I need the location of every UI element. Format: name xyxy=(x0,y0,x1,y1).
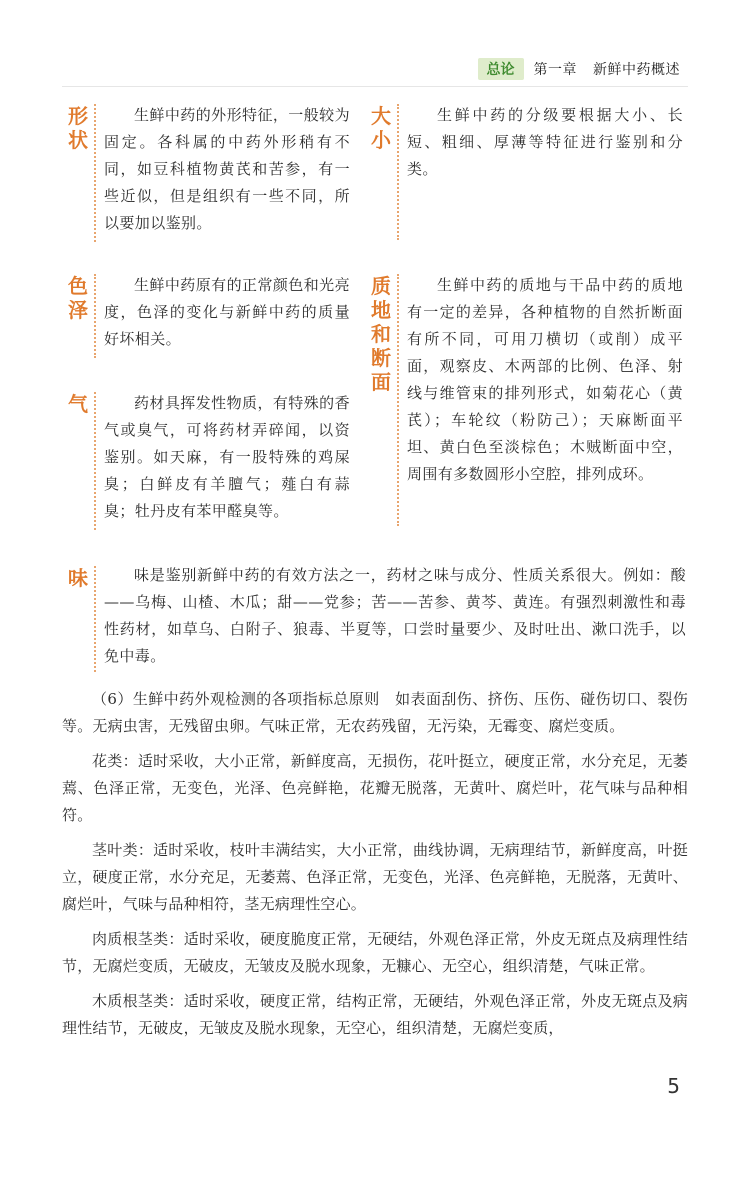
paragraph-woody-roots: 木质根茎类：适时采收，硬度正常，结构正常，无硬结，外观色泽正常，外皮无斑点及病理性结节，无破皮，无皱皮及脱水现象，无空心，组织清楚，无腐烂变质， xyxy=(62,992,688,1037)
label-color: 色泽 xyxy=(68,274,88,322)
running-header xyxy=(478,58,681,80)
divider-color xyxy=(94,274,96,358)
box-taste xyxy=(104,562,686,670)
header-chapter: 第一章 xyxy=(533,62,577,78)
box-color xyxy=(104,272,350,353)
box-texture-text: 生鲜中药的质地与干品中药的质地有一定的差异，各种植物的自然折断面有所不同，可用刀横切（或削）成平面，观察皮、木两部的比例、色泽、射线与维管束的排列形式，如菊花心（黄芪）；车轮纹（粉防己）；天麻断面平坦、黄白色至淡棕色；木贼断面中空，周围有多数圆形小空腔，排列成环。 xyxy=(407,276,683,483)
label-shape: 形状 xyxy=(68,104,88,152)
box-taste-text: 味是鉴别新鲜中药的有效方法之一，药材之味与成分、性质关系很大。例如：酸——乌梅、山楂、木瓜；甜——党参；苦——苦参、黄芩、黄连。有强烈刺激性和毒性药材，如草乌、白附子、狼毒、半夏等，口尝时量要少、及时吐出、漱口洗手，以免中毒。 xyxy=(104,566,686,665)
divider-taste xyxy=(94,566,96,672)
page-number: 5 xyxy=(667,1074,680,1098)
paragraph-stems-leaves: 茎叶类：适时采收，枝叶丰满结实，大小正常，曲线协调，无病理结节，新鲜度高，叶挺立，硬度正常，水分充足，无萎蔫、色泽正常，无变色，光泽、色亮鲜艳，无脱落，无黄叶、腐烂叶，气味与品种相符，茎无病理性空心。 xyxy=(62,841,688,913)
label-size: 大小 xyxy=(371,104,391,152)
divider-odor xyxy=(94,392,96,530)
box-odor-text: 药材具挥发性物质，有特殊的香气或臭气，可将药材弄碎闻，以资鉴别。如天麻，有一股特殊的鸡屎臭；白鲜皮有羊膻气；薤白有蒜臭；牡丹皮有苯甲醛臭等。 xyxy=(104,394,350,520)
box-size-text: 生鲜中药的分级要根据大小、长短、粗细、厚薄等特征进行鉴别和分类。 xyxy=(407,106,683,178)
label-taste: 味 xyxy=(68,566,88,590)
box-size xyxy=(407,102,683,183)
paragraph-fleshy-roots: 肉质根茎类：适时采收，硬度脆度正常，无硬结，外观色泽正常，外皮无斑点及病理性结节，无腐烂变质，无破皮，无皱皮及脱水现象，无糠心、无空心，组织清楚，气味正常。 xyxy=(62,930,688,975)
header-divider xyxy=(62,86,688,87)
paragraph-flowers: 花类：适时采收，大小正常，新鲜度高，无损伤，花叶挺立，硬度正常，水分充足，无萎蔫、色泽正常，无变色，光泽、色亮鲜艳，花瓣无脱落，无黄叶、腐烂叶，花气味与品种相符。 xyxy=(62,752,688,824)
divider-shape xyxy=(94,104,96,242)
divider-size xyxy=(397,104,399,240)
body-text xyxy=(62,686,688,1050)
label-texture: 质地和断面 xyxy=(371,274,391,394)
box-color-text: 生鲜中药原有的正常颜色和光亮度，色泽的变化与新鲜中药的质量好坏相关。 xyxy=(104,276,350,348)
box-shape xyxy=(104,102,350,237)
paragraph-principles: （6）生鲜中药外观检测的各项指标总原则 如表面刮伤、挤伤、压伤、碰伤切口、裂伤等。无病虫害，无残留虫卵。气味正常，无农药残留，无污染，无霉变、腐烂变质。 xyxy=(62,690,688,735)
box-shape-text: 生鲜中药的外形特征，一般较为固定。各科属的中药外形稍有不同，如豆科植物黄芪和苦参，有一些近似，但是组织有一些不同，所以要加以鉴别。 xyxy=(104,106,350,232)
label-odor: 气 xyxy=(68,392,88,416)
header-chapter-title: 新鲜中药概述 xyxy=(593,62,680,78)
divider-texture xyxy=(397,274,399,526)
box-texture xyxy=(407,272,683,488)
header-section-badge: 总论 xyxy=(478,58,524,80)
box-odor xyxy=(104,390,350,525)
